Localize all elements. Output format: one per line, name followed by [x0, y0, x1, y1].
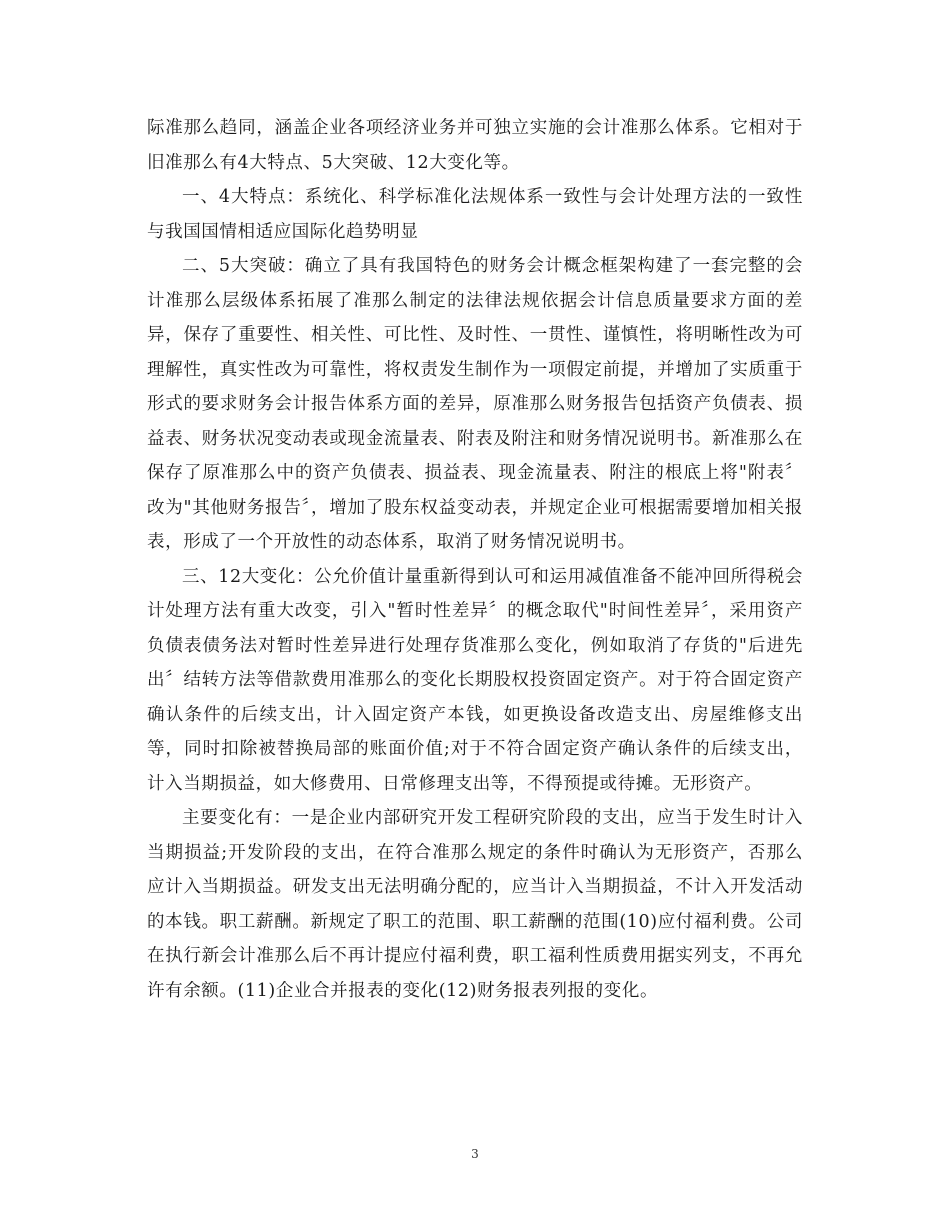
paragraph-twelve-changes: 三、12大变化：公允价值计量重新得到认可和运用减值准备不能冲回所得税会计处理方法有重大改变，引入"暂时性差异〞的概念取代"时间性差异〞，采用资产负债表债务法对暂时性差异进行处理存货准那么变化，例如取消了存货的"后进先出〞结转方法等借款费用准那么的变化长期股权投资固定资产。对于符合固定资产确认条件的后续支出，计入固定资产本钱，如更换设备改造支出、房屋维修支出等，同时扣除被替换局部的账面价值;对于不符合固定资产确认条件的后续支出，计入当期损益，如大修费用、日常修理支出等，不得预提或待摊。无形资产。 — [147, 566, 803, 794]
page-number: 3 — [471, 1147, 479, 1161]
paragraph-continuation: 际准那么趋同，涵盖企业各项经济业务并可独立实施的会计准那么体系。它相对于旧准那么有4大特点、5大突破、12大变化等。 — [147, 118, 803, 173]
document-body — [147, 111, 803, 1008]
paragraph-main-changes: 主要变化有：一是企业内部研究开发工程研究阶段的支出，应当于发生时计入当期损益;开发阶段的支出，在符合准那么规定的条件时确认为无形资产，否那么应计入当期损益。研发支出无法明确分配的，应当计入当期损益，不计入开发活动的本钱。职工薪酬。新规定了职工的范围、职工薪酬的范围(10)应付福利费。公司在执行新会计准那么后不再计提应付福利费，职工福利性质费用据实列支，不再允许有余额。(11)企业合并报表的变化(12)财务报表列报的变化。 — [147, 808, 803, 1001]
paragraph-four-features: 一、4大特点：系统化、科学标准化法规体系一致性与会计处理方法的一致性与我国国情相适应国际化趋势明显 — [147, 187, 803, 242]
paragraph-five-breakthroughs: 二、5大突破：确立了具有我国特色的财务会计概念框架构建了一套完整的会计准那么层级体系拓展了准那么制定的法律法规依据会计信息质量要求方面的差异，保存了重要性、相关性、可比性、及时性、一贯性、谨慎性，将明晰性改为可理解性，真实性改为可靠性，将权责发生制作为一项假定前提，并增加了实质重于形式的要求财务会计报告体系方面的差异，原准那么财务报告包括资产负债表、损益表、财务状况变动表或现金流量表、附表及附注和财务情况说明书。新准那么在保存了原准那么中的资产负债表、损益表、现金流量表、附注的根底上将"附表〞改为"其他财务报告〞，增加了股东权益变动表，并规定企业可根据需要增加相关报表，形成了一个开放性的动态体系，取消了财务情况说明书。 — [147, 256, 803, 552]
